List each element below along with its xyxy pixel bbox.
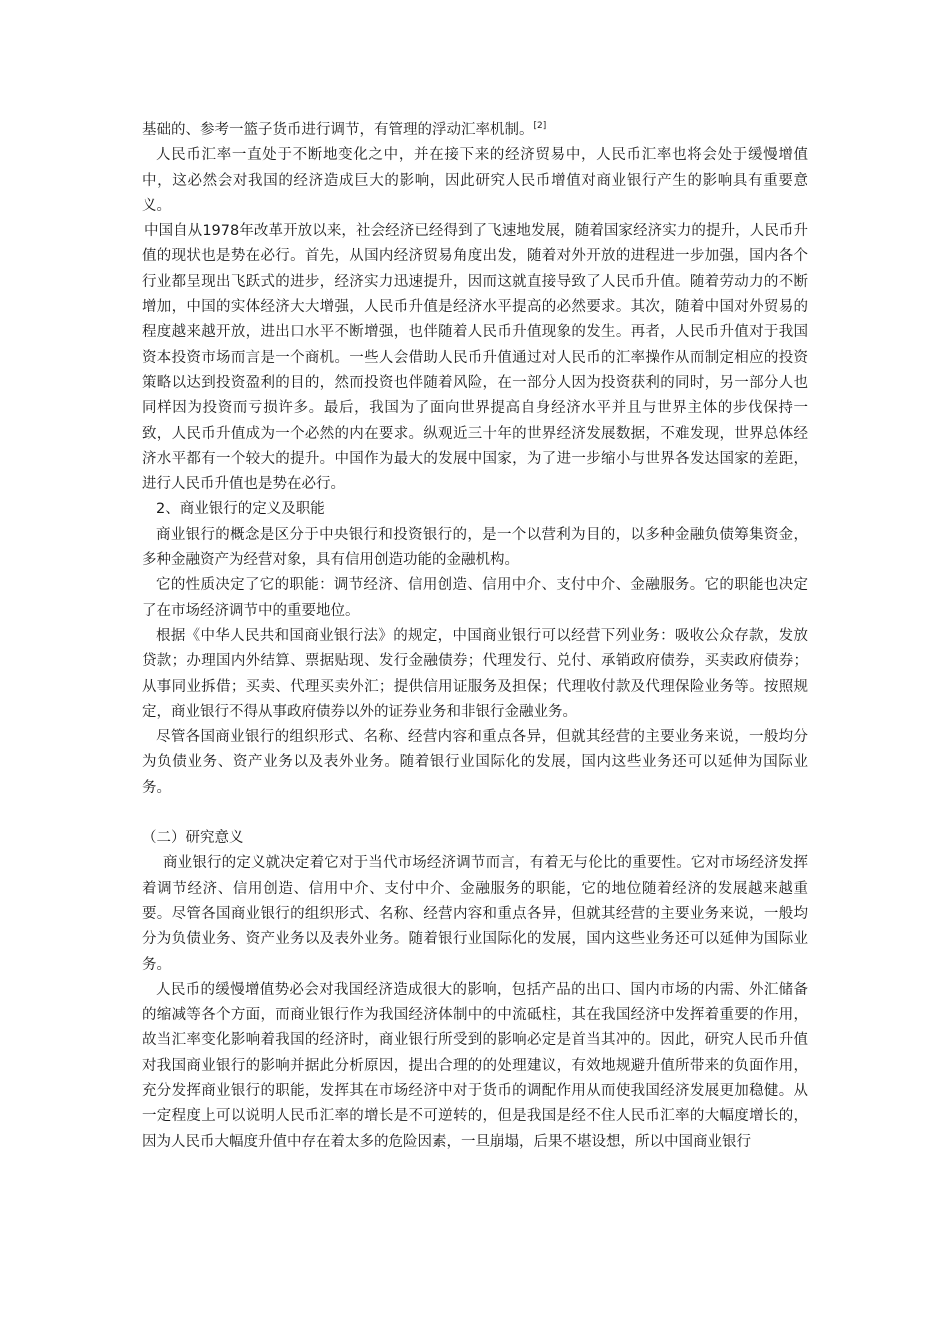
- blank-line: [142, 801, 808, 826]
- paragraph-rmb-appreciation-causes: 中国自从1978年改革开放以来，社会经济已经得到了飞速地发展，随着国家经济实力的提升，人民币升值的现状也是势在必行。首先，从国内经济贸易角度出发，随着对外开放的进程进一步加强，国内各个行业都呈现出飞跃式的进步，经济实力迅速提升，因而这就直接导致了人民币升值。随着劳动力的不断增加，中国的实体经济大大增强，人民币升值是经济水平提高的必然要求。其次，随着中国对外贸易的程度越来越开放，进出口水平不断增强，也伴随着人民币升值现象的发生。再者，人民币升值对于我国资本投资市场而言是一个商机。一些人会借助人民币升值通过对人民币的汇率操作从而制定相应的投资策略以达到投资盈利的目的，然而投资也伴随着风险，在一部分人因为投资获利的同时，另一部分人也同样因为投资而亏损许多。最后，我国为了面向世界提高自身经济水平并且与世界主体的步伐保持一致，人民币升值成为一个必然的内在要求。纵观近三十年的世界经济发展数据，不难发现，世界总体经济水平都有一个较大的提升。中国作为最大的发展中国家，为了进一步缩小与世界各发达国家的差距，进行人民币升值也是势在必行。: [142, 223, 808, 493]
- heading-commercial-bank-definition: 2、商业银行的定义及职能: [156, 501, 325, 518]
- paragraph-business-categories: 尽管各国商业银行的组织形式、名称、经营内容和重点各异，但就其经营的主要业务来说，一般均分为负债业务、资产业务以及表外业务。随着银行业国际化的发展，国内这些业务还可以延伸为国际业务。: [142, 729, 808, 796]
- paragraph-appreciation-impact: 人民币的缓慢增值势必会对我国经济造成很大的影响，包括产品的出口、国内市场的内需、外汇储备的缩减等各个方面，而商业银行作为我国经济体制中的中流砥柱，其在我国经济中发挥着重要的作用，故当汇率变化影响着我国的经济时，商业银行所受到的影响必定是首当其冲的。因此，研究人民币升值对我国商业银行的影响并据此分析原因，提出合理的的处理建议，有效地规避升值所带来的负面作用，充分发挥商业银行的职能，发挥其在市场经济中对于货币的调配作用从而使我国经济发展更加稳健。从一定程度上可以说明人民币汇率的增长是不可逆转的，但是我国是经不住人民币汇率的大幅度增长的，因为人民币大幅度升值中存在着太多的危险因素，一旦崩塌，后果不堪设想，所以中国商业银行: [142, 981, 808, 1150]
- paragraph-bank-importance: 商业银行的定义就决定着它对于当代市场经济调节而言，有着无与伦比的重要性。它对市场经济发挥着调节经济、信用创造、信用中介、支付中介、金融服务的职能，它的地位随着经济的发展越来越重要。尽管各国商业银行的组织形式、名称、经营内容和重点各异，但就其经营的主要业务来说，一般均分为负债业务、资产业务以及表外业务。随着银行业国际化的发展，国内这些业务还可以延伸为国际业务。: [142, 855, 808, 973]
- paragraph-exchange-mechanism: [142, 118, 808, 143]
- heading-research-significance: （二）研究意义: [142, 830, 244, 847]
- paragraph-commercial-bank-law: 根据《中华人民共和国商业银行法》的规定，中国商业银行可以经营下列业务：吸收公众存款，发放贷款；办理国内外结算、票据贴现、发行金融债券；代理发行、兑付、承销政府债券，买卖政府债券；从事同业拆借；买卖、代理买卖外汇；提供信用证服务及担保；代理收付款及代理保险业务等。按照规定，商业银行不得从事政府债券以外的证券业务和非银行金融业务。: [142, 627, 808, 720]
- paragraph-commercial-bank-functions: 它的性质决定了它的职能：调节经济、信用创造、信用中介、支付中介、金融服务。它的职能也决定了在市场经济调节中的重要地位。: [142, 577, 808, 619]
- paragraph-commercial-bank-concept: 商业银行的概念是区分于中央银行和投资银行的，是一个以营利为目的，以多种金融负债筹集资金，多种金融资产为经营对象，具有信用创造功能的金融机构。: [142, 526, 808, 569]
- paragraph-text: 基础的、参考一篮子货币进行调节，有管理的浮动汇率机制。: [142, 122, 534, 138]
- citation-marker: [2]: [533, 121, 547, 132]
- paragraph-rmb-exchange-rate: 人民币汇率一直处于不断地变化之中，并在接下来的经济贸易中，人民币汇率也将会处于缓慢增值中，这必然会对我国的经济造成巨大的影响，因此研究人民币增值对商业银行产生的影响具有重要意义。: [142, 147, 808, 214]
- document-body: [142, 118, 808, 1155]
